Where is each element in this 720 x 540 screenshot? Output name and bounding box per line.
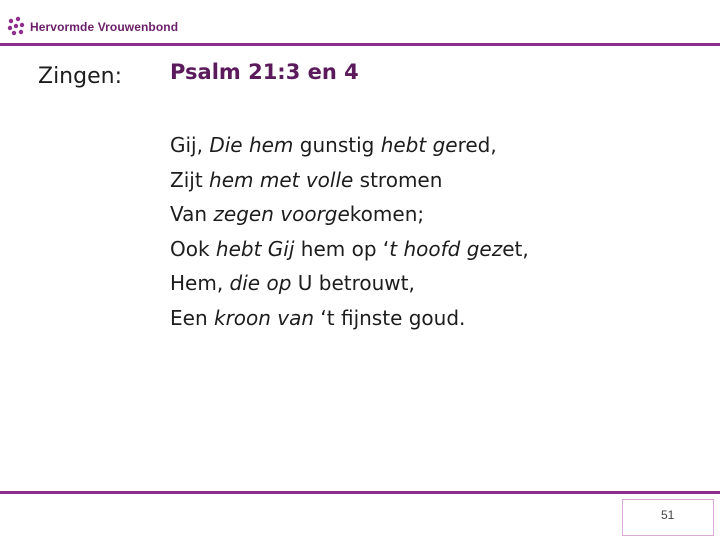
- lyric-segment: zegen voorge: [213, 202, 350, 226]
- lyric-segment: Een: [170, 305, 214, 330]
- slide-label: Zingen:: [38, 64, 122, 89]
- lyric-segment: kroon van: [213, 305, 315, 330]
- brand-logo: [6, 15, 178, 39]
- lyric-segment: hebt Gij: [215, 236, 295, 261]
- lyrics-block: [170, 128, 529, 335]
- brand-name: Hervormde Vrouwenbond: [30, 20, 179, 34]
- lyric-segment: Hem,: [170, 271, 230, 295]
- lyric-line: [170, 197, 529, 232]
- lyric-segment: die op: [229, 271, 292, 295]
- lyric-segment: Van: [170, 202, 214, 226]
- footer-divider: [0, 491, 720, 494]
- lyric-segment: t hoofd gez: [389, 236, 503, 261]
- lyric-segment: Gij,: [170, 133, 210, 157]
- slide-heading: Psalm 21:3 en 4: [170, 60, 359, 84]
- lyric-segment: ge: [432, 133, 458, 157]
- page-number: 51: [661, 508, 675, 522]
- lyric-line: [170, 232, 529, 267]
- header-divider: [0, 43, 720, 46]
- lyric-segment: stromen: [353, 167, 443, 192]
- lyric-segment: hem op ‘: [294, 236, 390, 261]
- lyric-segment: ‘t fijnste goud.: [314, 305, 466, 330]
- lyric-segment: Die hem: [209, 133, 294, 157]
- lyric-line: [170, 266, 529, 301]
- lyric-segment: Ook: [170, 236, 216, 261]
- hv-logo-icon: [6, 16, 26, 38]
- lyric-line: [170, 128, 529, 163]
- lyric-segment: U betrouwt,: [291, 271, 415, 295]
- lyric-segment: red,: [457, 133, 497, 157]
- lyric-line: [170, 301, 529, 336]
- lyric-segment: Zijt: [170, 167, 210, 192]
- lyric-segment: komen;: [349, 202, 425, 226]
- lyric-segment: hebt: [380, 133, 427, 157]
- lyric-segment: et,: [502, 236, 529, 261]
- lyric-segment: hem met volle: [209, 167, 354, 192]
- lyric-segment: gunstig: [293, 133, 381, 157]
- lyric-line: [170, 163, 529, 198]
